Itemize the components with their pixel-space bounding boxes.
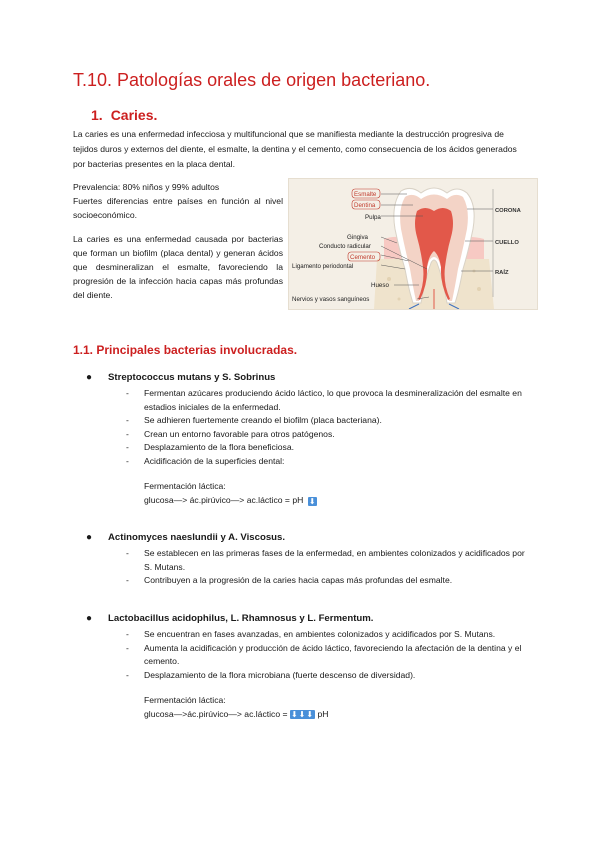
bullet-icon: ● <box>86 532 93 543</box>
dash-icon: - <box>126 629 129 639</box>
bacteria-heading <box>86 371 526 385</box>
section-heading-caries <box>91 107 157 123</box>
fermentation-title: Fermentación láctica: <box>144 695 226 705</box>
label-corona: CORONA <box>495 208 521 214</box>
label-ligamento: Ligamento periodontal <box>292 263 354 270</box>
bacteria-heading <box>86 612 526 626</box>
bacteria-heading <box>86 531 526 545</box>
socioeconomic-text: Fuertes diferencias entre países en función al nivel socioeconómico. <box>73 196 283 220</box>
list-item: - Crean un entorno favorable para otros patógenos. <box>86 428 526 442</box>
fermentation-formula: glucosa—>ác.pirúvico—> ac.láctico = <box>144 708 288 719</box>
list-item: - Se adhieren fuertemente creando el biofilm (placa bacteriana). <box>86 414 526 428</box>
label-raiz: RAÍZ <box>495 270 509 276</box>
fermentation-block <box>144 694 526 721</box>
bacteria-item-list <box>86 547 526 588</box>
down-arrow-icon: ⬇ <box>308 496 316 506</box>
caries-description-paragraph: La caries es una enfermedad causada por bacterias que forman un biofilm (placa dental) y generan ácidos que desmineralizan el esmalte, favoreciendo la progresión de la infección hacia capas más profundas del diente. <box>73 234 283 300</box>
bacteria-name: Streptococcus mutans y S. Sobrinus <box>108 372 276 383</box>
dash-icon: - <box>126 415 129 425</box>
dash-icon: - <box>126 455 129 466</box>
label-nervios: Nervios y vasos sanguíneos <box>292 296 370 303</box>
label-pulpa: Pulpa <box>365 214 381 221</box>
bacteria-item-list <box>86 628 526 682</box>
label-conducto: Conducto radicular <box>319 243 371 250</box>
label-gingiva: Gingiva <box>347 234 368 241</box>
tooth-diagram <box>289 179 537 309</box>
list-item: - Se establecen en las primeras fases de la enfermedad, en ambientes colonizados y acidificados por S. Mutans. <box>126 548 525 572</box>
prevalence-text: Prevalencia: 80% niños y 99% adultos <box>73 182 220 192</box>
fermentation-formula-row <box>144 494 526 508</box>
fermentation-block <box>144 480 526 507</box>
list-item: - Desplazamiento de la flora beneficiosa. <box>86 441 526 455</box>
fermentation-formula: glucosa—> ác.pirúvico—> ac.láctico = pH <box>144 494 304 505</box>
label-cemento: Cemento <box>350 254 376 261</box>
bacteria-group-lactobacillus <box>86 612 526 721</box>
subsection-heading: 1.1. Principales bacterias involucradas. <box>73 343 298 357</box>
section-number: 1. <box>91 107 103 123</box>
bullet-icon: ● <box>86 613 93 624</box>
list-item: - Desplazamiento de la flora microbiana (fuerte descenso de diversidad). <box>86 669 526 683</box>
bacteria-group-actinomyces <box>86 531 526 588</box>
label-dentina: Dentina <box>354 202 376 209</box>
label-cuello: CUELLO <box>495 240 519 246</box>
prevalence-paragraph <box>73 180 283 222</box>
list-item: - Fermentan azúcares produciendo ácido láctico, lo que provoca la desmineralización del esmalte en estadios iniciales de la enfermedad. <box>126 388 522 412</box>
dash-icon: - <box>126 442 129 452</box>
ph-label: pH <box>317 708 329 719</box>
bacteria-item-list <box>86 387 526 468</box>
bacteria-name: Actinomyces naeslundii y A. Viscosus. <box>108 532 286 543</box>
bacteria-name: Lactobacillus acidophilus, L. Rhamnosus y L. Fermentum. <box>108 613 374 624</box>
dash-icon: - <box>126 575 129 585</box>
label-hueso: Hueso <box>371 282 389 289</box>
tooth-anatomy-figure <box>288 178 538 310</box>
fermentation-title: Fermentación láctica: <box>144 481 226 491</box>
section-title: Caries. <box>110 107 158 123</box>
list-item: - Se encuentran en fases avanzadas, en ambientes colonizados y acidificados por S. Mutans. <box>86 628 526 642</box>
dash-icon: - <box>126 428 129 439</box>
bacteria-group-streptococcus <box>86 371 526 507</box>
caries-intro-paragraph: La caries es una enfermedad infecciosa y multifuncional que se manifiesta mediante la destrucción progresiva de tejidos duros y externos del diente, el esmalte, la dentina y el cemento, como consecuencia de los ácidos generados por bacterias presentes en la placa dental. <box>73 129 517 169</box>
dash-icon: - <box>126 388 129 398</box>
bullet-icon: ● <box>86 372 93 383</box>
dash-icon: - <box>126 548 129 558</box>
triple-down-arrow-icon: ⬇⬇⬇ <box>290 709 315 719</box>
list-item: - Contribuyen a la progresión de la caries hacia capas más profundas del esmalte. <box>86 574 526 588</box>
dash-icon: - <box>126 669 129 680</box>
dash-icon: - <box>126 642 129 653</box>
fermentation-formula-row <box>144 708 526 722</box>
list-item: - Acidificación de la superficies dental: <box>86 455 526 469</box>
label-esmalte: Esmalte <box>354 191 377 198</box>
list-item: - Aumenta la acidificación y producción de ácido láctico, favoreciendo la afectación de la dentina y el cemento. <box>126 642 522 666</box>
page-title: T.10. Patologías orales de origen bacteriano. <box>73 70 431 90</box>
